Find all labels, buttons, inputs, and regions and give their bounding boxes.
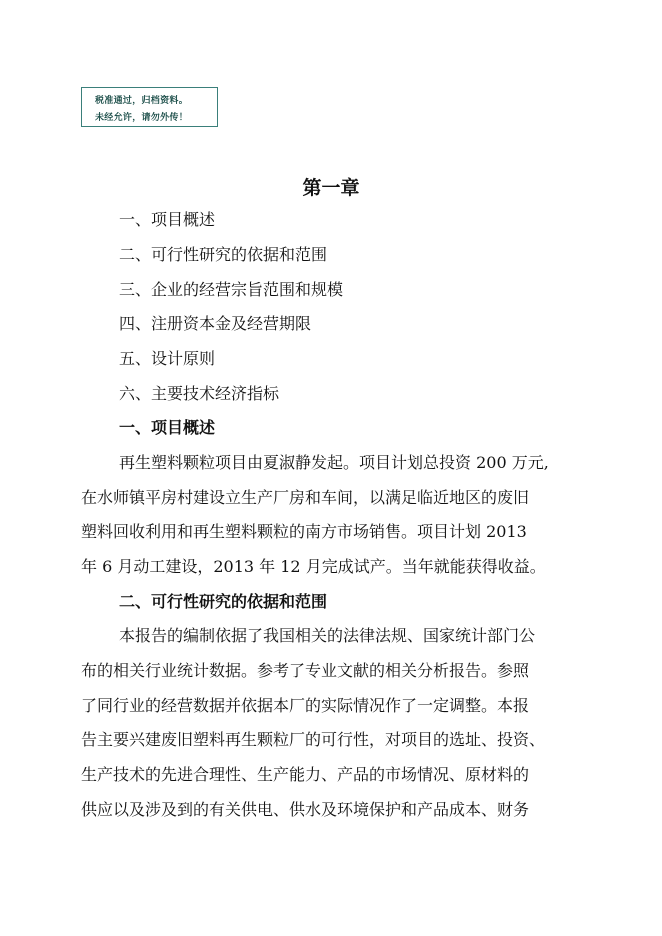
stamp-line-1: 税准通过，归档资料。 [95, 96, 189, 106]
paragraph-line: 塑料回收利用和再生塑料颗粒的南方市场销售。项目计划 2013 [81, 522, 527, 541]
toc-item: 三、企业的经营宗旨范围和规模 [119, 280, 344, 299]
stamp-line-2: 未经允许，请勿外传！ [95, 113, 189, 123]
paragraph-line: 生产技术的先进合理性、生产能力、产品的市场情况、原材料的 [81, 765, 530, 784]
toc-item: 五、设计原则 [119, 349, 216, 368]
paragraph-line: 再生塑料颗粒项目由夏淑静发起。项目计划总投资 200 万元, [119, 453, 549, 472]
paragraph-line: 供应以及涉及到的有关供电、供水及环境保护和产品成本、财务 [81, 800, 530, 819]
section-heading: 一、项目概述 [119, 418, 216, 437]
paragraph-line: 年 6 月动工建设，2013 年 12 月完成试产。当年就能获得收益。 [81, 557, 546, 576]
toc-item: 六、主要技术经济指标 [119, 384, 280, 403]
toc-item: 一、项目概述 [119, 210, 216, 229]
section-heading: 二、可行性研究的依据和范围 [119, 592, 328, 611]
paragraph-line: 了同行业的经营数据并依据本厂的实际情况作了一定调整。本报 [81, 696, 530, 715]
chapter-title: 第一章 [302, 177, 360, 199]
paragraph-line: 布的相关行业统计数据。参考了专业文献的相关分析报告。参照 [81, 661, 530, 680]
toc-item: 二、可行性研究的依据和范围 [119, 245, 328, 264]
paragraph-line: 本报告的编制依据了我国相关的法律法规、国家统计部门公 [119, 626, 536, 645]
paragraph-line: 在水师镇平房村建设立生产厂房和车间，以满足临近地区的废旧 [81, 488, 530, 507]
paragraph-line: 告主要兴建废旧塑料再生颗粒厂的可行性，对项目的选址、投资、 [81, 730, 546, 749]
archive-stamp [81, 87, 218, 127]
toc-item: 四、注册资本金及经营期限 [119, 314, 312, 333]
